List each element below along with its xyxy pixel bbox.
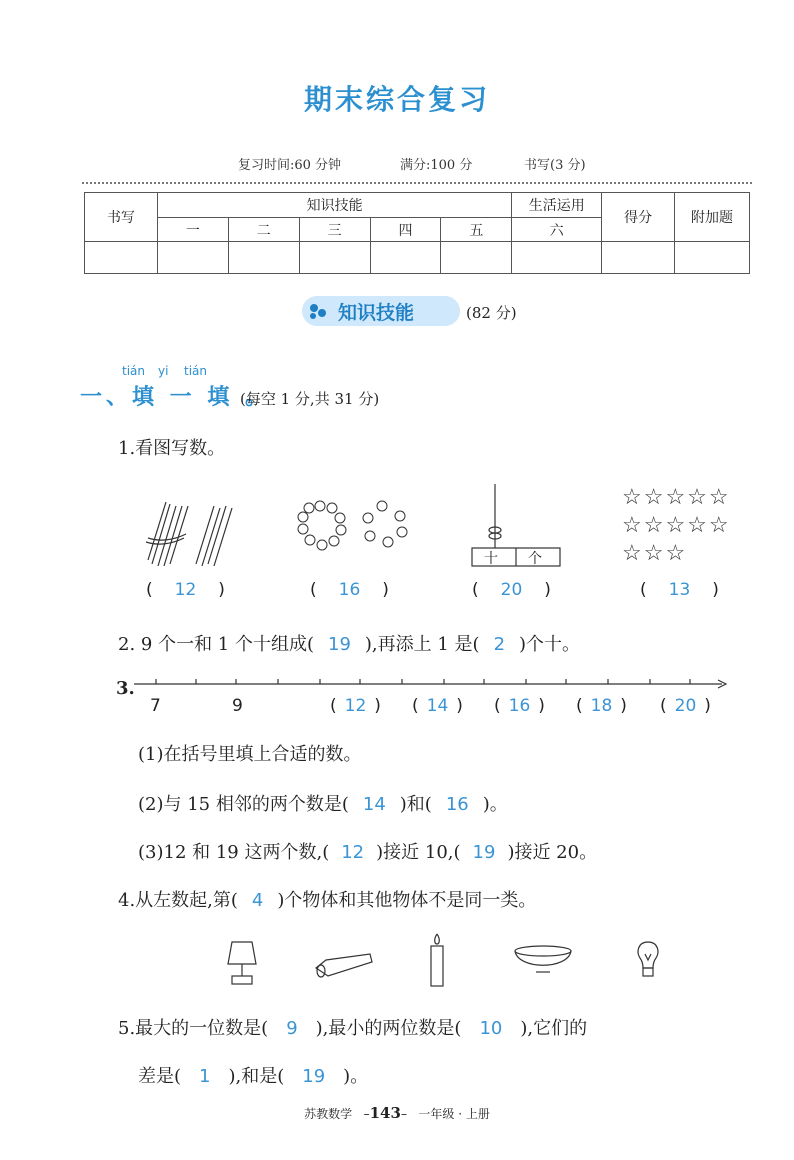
header-score: 得分 (602, 193, 675, 242)
score-cell[interactable] (675, 242, 750, 274)
page-title: 期末综合复习 (303, 83, 490, 116)
col-1: 一 (157, 218, 228, 242)
numberline-answer-4[interactable]: 18 (590, 696, 613, 716)
footer-book: 苏教数学 (304, 1107, 353, 1121)
numberline-label-9: 9 (232, 696, 243, 716)
q3-s2-text-2: )和( (399, 794, 432, 815)
page-footer: 苏教数学 –143– 一年级 · 上册 (304, 1104, 490, 1122)
sticks-bundle-icon (138, 498, 238, 570)
q5-line-1 (118, 1014, 587, 1040)
numberline-label-7: 7 (150, 696, 161, 716)
part-note: (每空 1 分,共 31 分) (240, 390, 380, 408)
q4-text-1: 4.从左数起,第( (118, 890, 238, 911)
q5-answer-1[interactable]: 9 (286, 1018, 298, 1039)
abacus-icon (468, 482, 564, 568)
header-knowledge: 知识技能 (157, 193, 511, 218)
pinyin-2: yi (158, 364, 169, 378)
q3-number: 3. (116, 678, 135, 699)
q3-sub-1: (1)在括号里填上合适的数。 (138, 744, 362, 765)
page-number: 143 (369, 1104, 401, 1122)
abacus-tens-label: 十 (484, 551, 498, 567)
score-cell[interactable] (228, 242, 299, 274)
q1-text: 1.看图写数。 (118, 438, 226, 459)
section-label: 知识技能 (338, 302, 415, 324)
bubbles-icon (308, 302, 330, 320)
score-cell[interactable] (370, 242, 441, 274)
q4-text-2: )个物体和其他物体不是同一类。 (277, 890, 537, 911)
q4-answer[interactable]: 4 (251, 890, 264, 911)
q3-s3-answer-2[interactable]: 19 (472, 842, 496, 863)
score-cell[interactable] (85, 242, 158, 274)
q3-s2-text-3: )。 (482, 794, 508, 815)
numberline-answer-5[interactable]: 20 (674, 696, 697, 716)
review-time: 复习时间:60 分钟 (238, 158, 342, 173)
score-cell[interactable] (299, 242, 370, 274)
q5-text-5: ),和是( (228, 1066, 285, 1087)
bowl-icon (512, 944, 574, 978)
q3-s2-text-1: (2)与 15 相邻的两个数是( (138, 794, 349, 815)
numberline-answer-1[interactable]: 12 (344, 696, 367, 716)
writing-score: 书写(3 分) (524, 158, 586, 173)
q3-s3-text-3: )接近 20。 (507, 842, 598, 863)
abacus-ones-label: 个 (528, 551, 542, 567)
q5-answer-4[interactable]: 19 (302, 1066, 326, 1087)
lightbulb-icon (632, 940, 664, 982)
q2-text-1: 2. 9 个一和 1 个十组成( (118, 634, 314, 655)
q3-sub-2 (138, 790, 508, 816)
pinyin-3: tián (184, 364, 207, 378)
q4-line (118, 886, 536, 912)
q3-s3-text-1: (3)12 和 19 这两个数,( (138, 842, 330, 863)
q1-answer-4[interactable]: 13 (668, 580, 691, 600)
score-cell[interactable] (441, 242, 512, 274)
numberline-answer-3[interactable]: 16 (508, 696, 531, 716)
number-line (134, 676, 728, 692)
q1-answer-3[interactable]: 20 (500, 580, 523, 600)
pinyin-1: tián (122, 364, 145, 378)
score-cell[interactable] (602, 242, 675, 274)
col-3: 三 (299, 218, 370, 242)
score-cell[interactable] (157, 242, 228, 274)
full-score: 满分:100 分 (400, 158, 473, 173)
section-points: (82 分) (466, 304, 517, 322)
col-4: 四 (370, 218, 441, 242)
score-table (84, 192, 750, 274)
q2-answer-2[interactable]: 2 (493, 634, 506, 655)
numberline-answer-2[interactable]: 14 (426, 696, 449, 716)
q5-line-2 (138, 1062, 368, 1088)
q2-text-3: )个十。 (519, 634, 581, 655)
col-5: 五 (441, 218, 512, 242)
q5-text-4: 差是( (138, 1066, 182, 1087)
score-cell[interactable] (512, 242, 602, 274)
q5-text-3: ),它们的 (520, 1018, 588, 1039)
q2-answer-1[interactable]: 19 (328, 634, 351, 655)
divider (82, 182, 752, 184)
circles-icon (296, 498, 412, 554)
q2-line (118, 630, 580, 656)
q2-text-2: ),再添上 1 是( (364, 634, 480, 655)
col-6: 六 (512, 218, 602, 242)
q5-answer-2[interactable]: 10 (479, 1018, 503, 1039)
part-heading: 一、填 一 填 。 (80, 385, 271, 410)
q1-answer-1[interactable]: 12 (174, 580, 197, 600)
footer-grade: 一年级 · 上册 (418, 1107, 490, 1121)
flashlight-icon (312, 950, 376, 980)
q5-text-6: )。 (343, 1066, 369, 1087)
q5-text-2: ),最小的两位数是( (315, 1018, 462, 1039)
q3-s2-answer-2[interactable]: 16 (445, 794, 469, 815)
q3-sub-3 (138, 838, 597, 864)
header-writing: 书写 (85, 193, 158, 242)
header-life: 生活运用 (512, 193, 602, 218)
candle-icon (426, 932, 448, 990)
q3-s3-answer-1[interactable]: 12 (341, 842, 365, 863)
q5-text-1: 5.最大的一位数是( (118, 1018, 269, 1039)
lamp-icon (222, 938, 262, 988)
stars-icon: ☆☆☆☆☆ ☆☆☆☆☆ ☆☆☆ (622, 485, 731, 566)
q5-answer-3[interactable]: 1 (199, 1066, 211, 1087)
q3-s3-text-2: )接近 10,( (376, 842, 461, 863)
q3-s2-answer-1[interactable]: 14 (362, 794, 386, 815)
col-2: 二 (228, 218, 299, 242)
q1-answer-2[interactable]: 16 (338, 580, 361, 600)
header-extra: 附加题 (675, 193, 750, 242)
